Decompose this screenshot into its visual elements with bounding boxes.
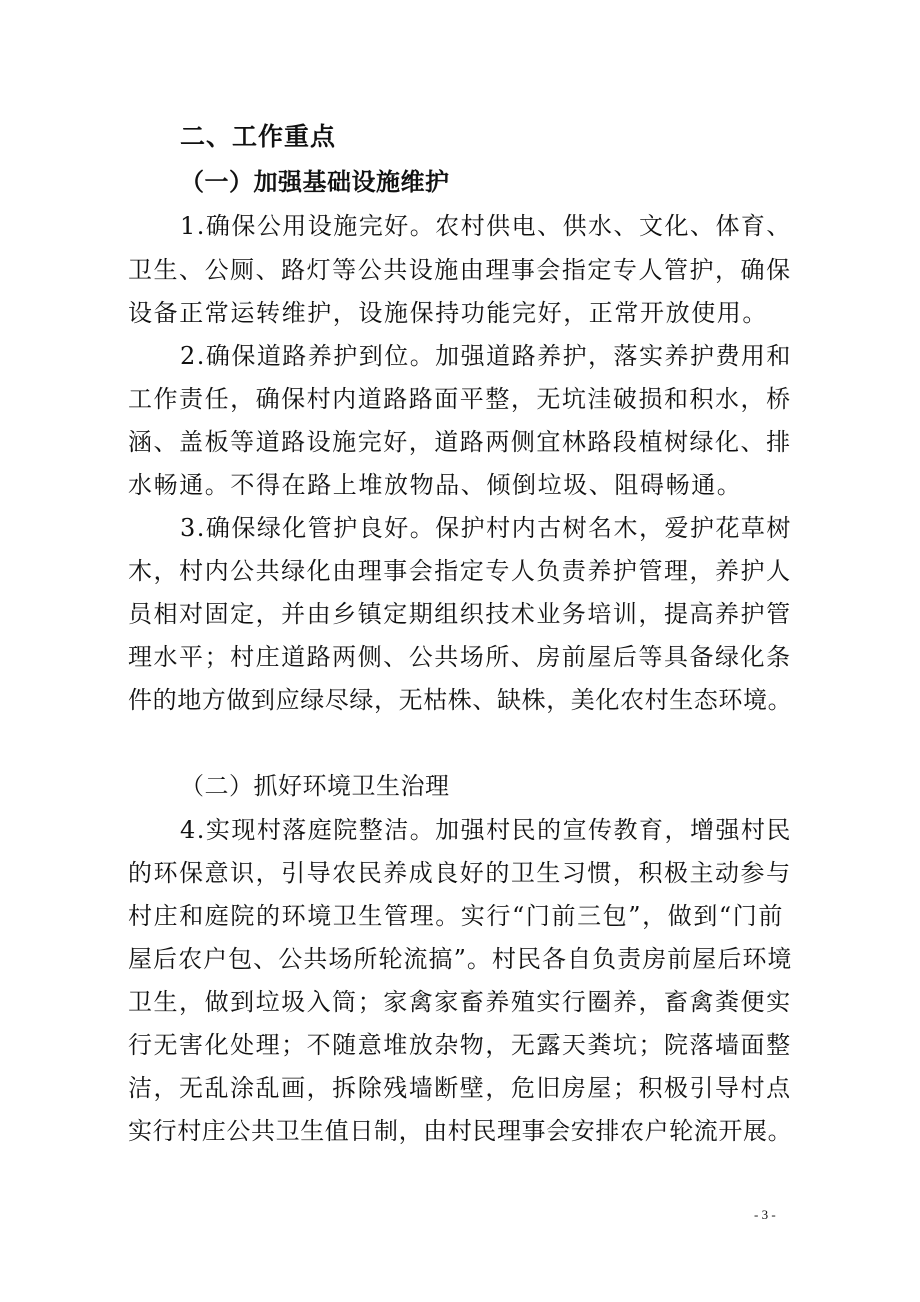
- paragraph-line: 村庄和庭院的环境卫生管理。实行“门前三包”，做到“门前: [128, 902, 785, 930]
- paragraph-line: 水畅通。不得在路上堆放物品、倾倒垃圾、阻碍畅通。: [128, 471, 743, 499]
- paragraph-line: 卫生，做到垃圾入筒；家禽家畜养殖实行圈养，畜禽粪便实: [128, 988, 792, 1016]
- paragraph-line: 件的地方做到应绿尽绿，无枯株、缺株，美化农村生态环境。: [128, 686, 793, 714]
- paragraph-line: 卫生、公厕、路灯等公共设施由理事会指定专人管护，确保: [128, 256, 792, 284]
- paragraph-line: 屋后农户包、公共场所轮流搞”。村民各自负责房前屋后环境: [128, 945, 793, 973]
- paragraph-line: 1.确保公用设施完好。农村供电、供水、文化、体育、: [180, 212, 792, 240]
- paragraph-line: 涵、盖板等道路设施完好，道路两侧宜林路段植树绿化、排: [128, 428, 792, 456]
- subsection-heading-2: （二）抓好环境卫生治理: [180, 772, 450, 800]
- paragraph-line: 实行村庄公共卫生值日制，由村民理事会安排农户轮流开展。: [128, 1117, 793, 1145]
- subsection-heading-1: （一）加强基础设施维护: [180, 167, 450, 196]
- paragraph-line: 2.确保道路养护到位。加强道路养护，落实养护费用和: [180, 342, 792, 370]
- paragraph-line: 4.实现村落庭院整洁。加强村民的宣传教育，增强村民: [180, 816, 792, 844]
- paragraph-line: 3.确保绿化管护良好。保护村内古树名木，爱护花草树: [180, 514, 792, 542]
- paragraph-line: 木，村内公共绿化由理事会指定专人负责养护管理，养护人: [128, 557, 792, 585]
- page-number: - 3 -: [754, 1207, 776, 1222]
- paragraph-line: 理水平；村庄道路两侧、公共场所、房前屋后等具备绿化条: [128, 643, 792, 671]
- paragraph-line: 行无害化处理；不随意堆放杂物，无露天粪坑；院落墙面整: [128, 1031, 792, 1059]
- paragraph-line: 洁，无乱涂乱画，拆除残墙断壁，危旧房屋；积极引导村点: [128, 1074, 792, 1102]
- paragraph-line: 设备正常运转维护，设施保持功能完好，正常开放使用。: [128, 299, 768, 327]
- paragraph-line: 员相对固定，并由乡镇定期组织技术业务培训，提高养护管: [128, 600, 792, 628]
- paragraph-line: 的环保意识，引导农民养成良好的卫生习惯，积极主动参与: [128, 859, 792, 887]
- paragraph-line: 工作责任，确保村内道路路面平整，无坑洼破损和积水，桥: [128, 385, 792, 413]
- section-heading: 二、工作重点: [180, 122, 337, 151]
